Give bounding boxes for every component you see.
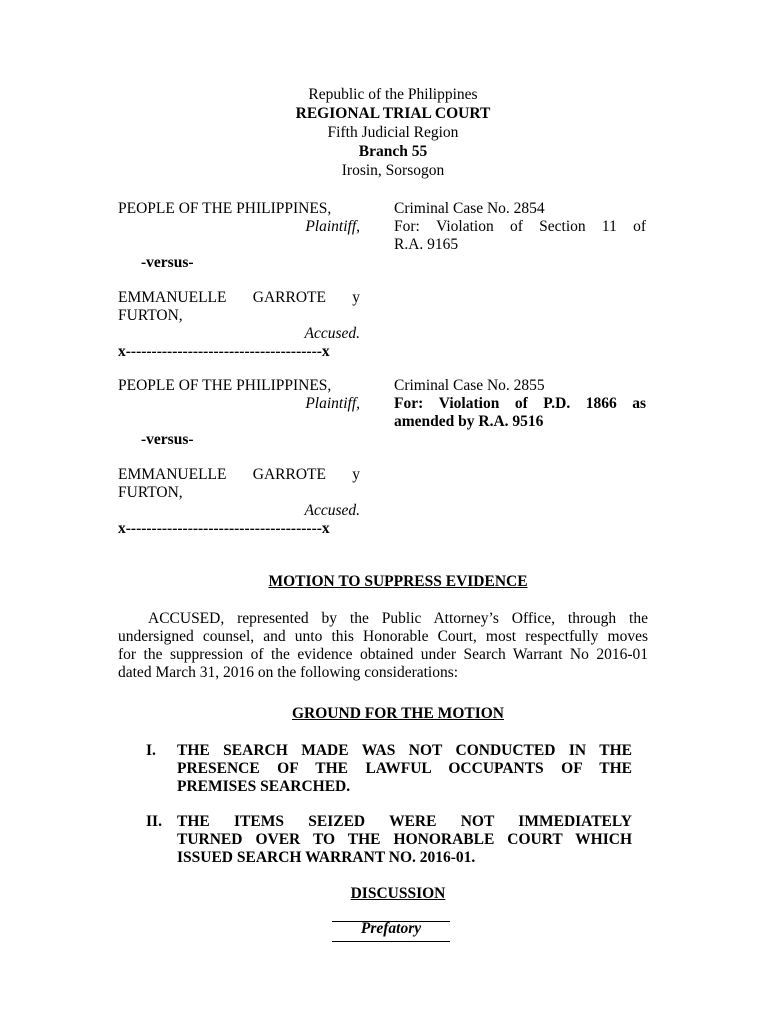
intro-text: dated March 31, 2016 on the following considerations: [118,664,459,681]
header-court: REGIONAL TRIAL COURT [295,105,491,122]
prefatory-rule-bottom [332,941,450,942]
ground-line: ISSUED SEARCH WARRANT NO. 2016-01. [177,849,476,866]
accused-first-name: EMMANUELLE [118,289,227,306]
accused-name-line1 [118,466,360,484]
caption-separator: x--------------------------------------x [118,343,330,360]
versus-label: -versus- [141,431,194,448]
ground-number: I. [146,742,156,759]
versus-label: -versus- [141,254,194,271]
offense-word: For: [394,218,420,235]
accused-name-line2: FURTON, [118,307,183,324]
accused-role: Accused. [304,325,360,342]
offense-word: of [633,218,646,235]
offense-word: Violation [436,218,494,235]
intro-line-3 [118,646,648,664]
accused-name-line1 [118,289,360,307]
intro-line-1 [118,610,648,628]
case-number: Criminal Case No. 2854 [394,200,545,217]
header-location: Irosin, Sorsogon [341,162,445,179]
plaintiff-name: PEOPLE OF THE PHILIPPINES, [118,377,332,394]
offense-word: 1866 [585,395,617,412]
prefatory-heading: Prefatory [360,920,422,937]
intro-text: undersigned counsel, and unto this Honorable Court, most respectfully moves [118,628,648,645]
accused-surname: GARROTE [252,289,326,306]
discussion-title: DISCUSSION [350,885,446,902]
intro-text: ACCUSED, represented by the Public Attorney’s Office, through the [148,610,648,627]
caption-case-info-2 [394,377,646,431]
caption-parties-1 [118,200,360,361]
ground-text [177,742,632,796]
ground-line: TURNED OVER TO THE HONORABLE COURT WHICH [177,831,632,848]
header-republic: Republic of the Philippines [308,86,478,103]
caption-case-info-1 [394,200,646,254]
offense-word: P.D. [543,395,571,412]
header-region: Fifth Judicial Region [327,124,459,141]
ground-line: THE ITEMS SEIZED WERE NOT IMMEDIATELY [177,813,632,830]
accused-conjunction: y [352,466,360,483]
caption-separator: x--------------------------------------x [118,520,330,537]
intro-line-2 [118,628,648,646]
intro-text: for the suppression of the evidence obtained under Search Warrant No 2016-01 [118,646,648,663]
offense-word: of [514,395,528,412]
offense-word: as [632,395,646,412]
accused-role: Accused. [304,502,360,519]
plaintiff-role: Plaintiff, [305,395,360,412]
accused-first-name: EMMANUELLE [118,466,227,483]
case-number: Criminal Case No. 2855 [394,377,545,394]
ground-line: PRESENCE OF THE LAWFUL OCCUPANTS OF THE [177,760,632,777]
intro-paragraph [118,610,648,682]
offense-word: Violation [438,395,500,412]
offense-word: For: [394,395,424,412]
ground-title: GROUND FOR THE MOTION [292,705,504,722]
header-branch: Branch 55 [358,143,428,160]
caption-parties-2 [118,377,360,538]
motion-title: MOTION TO SUPPRESS EVIDENCE [268,573,528,590]
offense-word: Section [539,218,586,235]
ground-line: THE SEARCH MADE WAS NOT CONDUCTED IN THE [177,742,632,759]
ground-number: II. [146,813,162,830]
offense-word: 11 [601,218,617,235]
ground-line: PREMISES SEARCHED. [177,778,351,795]
court-header [0,86,768,181]
accused-conjunction: y [352,289,360,306]
plaintiff-name: PEOPLE OF THE PHILIPPINES, [118,200,332,217]
accused-name-line2: FURTON, [118,484,183,501]
accused-surname: GARROTE [252,466,326,483]
case-offense-line1 [394,218,646,236]
offense-word: of [509,218,523,235]
case-offense-line2: R.A. 9165 [394,236,459,253]
intro-line-4 [118,664,648,682]
ground-text [177,813,632,867]
case-offense-line2: amended by R.A. 9516 [394,413,544,430]
plaintiff-role: Plaintiff, [305,218,360,235]
case-offense-line1 [394,395,646,413]
